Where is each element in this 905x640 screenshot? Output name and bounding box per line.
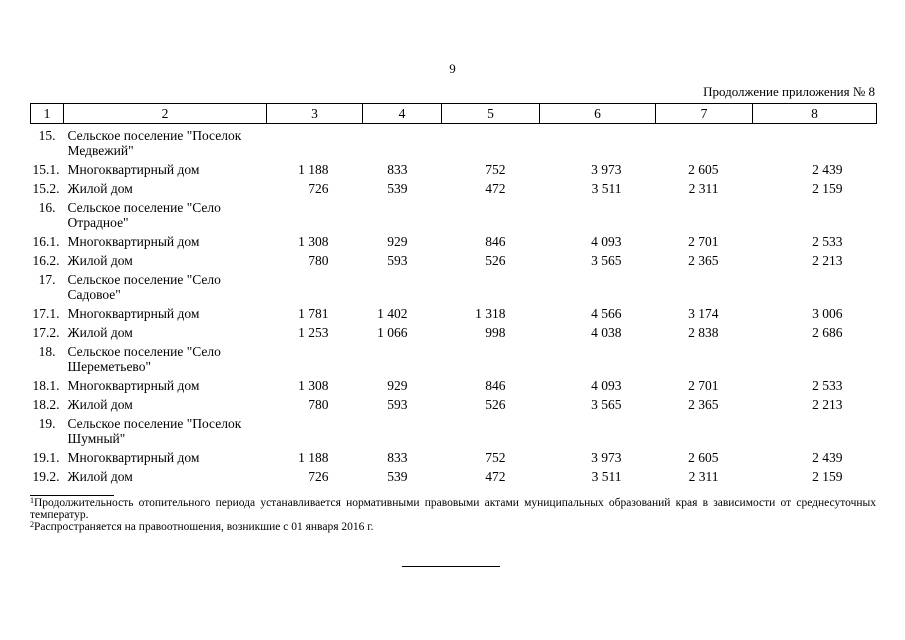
row-number: 16.1. — [32, 234, 60, 249]
value-cell: 1 188 — [298, 450, 329, 465]
value-cell — [540, 198, 656, 232]
column-header: 7 — [656, 104, 753, 124]
value-cell: 1 308 — [298, 234, 329, 249]
value-cell: 3 511 — [591, 181, 622, 196]
value-cell: 2 311 — [688, 181, 719, 196]
building-type: Жилой дом — [67, 253, 133, 268]
footnote-text: Продолжительность отопительного периода устанавливается нормативными правовыми актами муниципальных образований края в зависимости от среднесуточных температур. — [30, 497, 876, 521]
table-row — [31, 448, 877, 467]
value-cell: 4 093 — [591, 234, 622, 249]
settlement-name: Сельское поселение "Поселок Шумный" — [67, 416, 242, 446]
value-cell: 472 — [485, 469, 506, 484]
section-row — [31, 124, 877, 161]
value-cell: 4 038 — [591, 325, 622, 340]
value-cell — [267, 124, 363, 161]
settlement-name: Сельское поселение "Поселок Медвежий" — [67, 128, 242, 158]
table-row — [31, 376, 877, 395]
value-cell: 4 093 — [591, 378, 622, 393]
value-cell: 2 213 — [812, 397, 843, 412]
value-cell: 1 188 — [298, 162, 329, 177]
table-row — [31, 251, 877, 270]
table-row — [31, 323, 877, 342]
settlement-name: Сельское поселение "Село Шереметьево" — [67, 344, 221, 374]
value-cell — [442, 270, 540, 304]
building-type: Жилой дом — [67, 469, 133, 484]
value-cell: 2 686 — [812, 325, 843, 340]
value-cell: 2 213 — [812, 253, 843, 268]
row-number: 15. — [38, 128, 56, 143]
value-cell: 2 605 — [688, 450, 719, 465]
building-type: Многоквартирный дом — [67, 162, 200, 177]
value-cell: 2 533 — [812, 234, 843, 249]
value-cell — [442, 414, 540, 448]
row-number: 15.2. — [32, 181, 60, 196]
value-cell: 929 — [387, 234, 408, 249]
table-row — [31, 395, 877, 414]
building-type: Многоквартирный дом — [67, 306, 200, 321]
value-cell — [753, 414, 877, 448]
value-cell — [442, 124, 540, 161]
value-cell: 2 159 — [812, 181, 843, 196]
row-number: 18.1. — [32, 378, 60, 393]
value-cell: 846 — [485, 234, 506, 249]
column-header: 6 — [540, 104, 656, 124]
table-row — [31, 232, 877, 251]
value-cell: 2 838 — [688, 325, 719, 340]
row-number: 16. — [38, 200, 56, 215]
column-header: 1 — [31, 104, 64, 124]
value-cell: 1 781 — [298, 306, 329, 321]
value-cell: 4 566 — [591, 306, 622, 321]
value-cell — [442, 342, 540, 376]
table-row — [31, 304, 877, 323]
value-cell — [267, 342, 363, 376]
value-cell: 593 — [387, 253, 408, 268]
value-cell: 3 565 — [591, 397, 622, 412]
value-cell — [363, 342, 442, 376]
value-cell: 539 — [387, 181, 408, 196]
footnotes — [30, 497, 876, 533]
table-row — [31, 179, 877, 198]
value-cell: 3 565 — [591, 253, 622, 268]
value-cell: 780 — [308, 253, 329, 268]
value-cell — [656, 414, 753, 448]
value-cell — [442, 198, 540, 232]
end-of-document-line — [402, 566, 500, 567]
value-cell — [363, 414, 442, 448]
value-cell: 2 701 — [688, 234, 719, 249]
column-header: 3 — [267, 104, 363, 124]
column-header: 8 — [753, 104, 877, 124]
settlement-name: Сельское поселение "Село Отрадное" — [67, 200, 221, 230]
row-number: 17.1. — [32, 306, 60, 321]
tariff-table — [30, 103, 877, 486]
footnote-2 — [30, 521, 876, 533]
building-type: Многоквартирный дом — [67, 378, 200, 393]
value-cell — [540, 342, 656, 376]
value-cell: 472 — [485, 181, 506, 196]
value-cell: 539 — [387, 469, 408, 484]
value-cell: 1 318 — [475, 306, 506, 321]
value-cell: 1 402 — [377, 306, 408, 321]
value-cell — [363, 270, 442, 304]
value-cell: 1 066 — [377, 325, 408, 340]
row-number: 15.1. — [32, 162, 60, 177]
value-cell: 3 973 — [591, 162, 622, 177]
row-number: 19.1. — [32, 450, 60, 465]
column-header: 2 — [64, 104, 267, 124]
value-cell: 3 174 — [688, 306, 719, 321]
value-cell: 726 — [308, 181, 329, 196]
row-number: 16.2. — [32, 253, 60, 268]
table-row — [31, 467, 877, 486]
row-number: 17.2. — [32, 325, 60, 340]
appendix-continuation-label: Продолжение приложения № 8 — [703, 84, 875, 99]
value-cell: 526 — [485, 253, 506, 268]
footnote-1 — [30, 497, 876, 521]
value-cell: 752 — [485, 162, 506, 177]
value-cell — [656, 198, 753, 232]
value-cell — [267, 414, 363, 448]
value-cell: 846 — [485, 378, 506, 393]
row-number: 19.2. — [32, 469, 60, 484]
value-cell: 998 — [485, 325, 506, 340]
value-cell: 2 439 — [812, 162, 843, 177]
footnote-text: Распространяется на правоотношения, возникшие с 01 января 2016 г. — [34, 521, 374, 533]
building-type: Жилой дом — [67, 325, 133, 340]
section-row — [31, 342, 877, 376]
value-cell: 2 533 — [812, 378, 843, 393]
value-cell: 726 — [308, 469, 329, 484]
value-cell: 2 365 — [688, 253, 719, 268]
value-cell — [656, 270, 753, 304]
value-cell: 752 — [485, 450, 506, 465]
value-cell: 2 701 — [688, 378, 719, 393]
value-cell: 2 311 — [688, 469, 719, 484]
row-number: 19. — [38, 416, 56, 431]
value-cell: 2 439 — [812, 450, 843, 465]
value-cell — [363, 198, 442, 232]
value-cell — [753, 198, 877, 232]
building-type: Многоквартирный дом — [67, 450, 200, 465]
value-cell — [753, 270, 877, 304]
value-cell — [540, 414, 656, 448]
value-cell: 526 — [485, 397, 506, 412]
column-header: 5 — [442, 104, 540, 124]
value-cell: 833 — [387, 450, 408, 465]
value-cell — [267, 198, 363, 232]
value-cell: 593 — [387, 397, 408, 412]
value-cell — [363, 124, 442, 161]
building-type: Жилой дом — [67, 397, 133, 412]
row-number: 18. — [38, 344, 56, 359]
table-body — [31, 124, 877, 487]
building-type: Многоквартирный дом — [67, 234, 200, 249]
footnote-separator — [30, 495, 114, 496]
value-cell — [267, 270, 363, 304]
value-cell: 2 605 — [688, 162, 719, 177]
section-row — [31, 414, 877, 448]
value-cell — [753, 342, 877, 376]
value-cell: 1 253 — [298, 325, 329, 340]
footnote-mark: 2 — [30, 520, 34, 529]
value-cell — [753, 124, 877, 161]
row-number: 17. — [38, 272, 56, 287]
building-type: Жилой дом — [67, 181, 133, 196]
table-row — [31, 160, 877, 179]
table-header-row — [31, 104, 877, 124]
value-cell — [656, 342, 753, 376]
footnote-mark: 1 — [30, 496, 34, 505]
row-number: 18.2. — [32, 397, 60, 412]
value-cell — [540, 270, 656, 304]
value-cell: 2 159 — [812, 469, 843, 484]
section-row — [31, 270, 877, 304]
value-cell — [656, 124, 753, 161]
value-cell: 780 — [308, 397, 329, 412]
page-number: 9 — [449, 61, 456, 76]
value-cell — [540, 124, 656, 161]
settlement-name: Сельское поселение "Село Садовое" — [67, 272, 221, 302]
column-header: 4 — [363, 104, 442, 124]
value-cell: 1 308 — [298, 378, 329, 393]
value-cell: 3 006 — [812, 306, 843, 321]
value-cell: 929 — [387, 378, 408, 393]
section-row — [31, 198, 877, 232]
value-cell: 3 511 — [591, 469, 622, 484]
value-cell: 2 365 — [688, 397, 719, 412]
value-cell: 3 973 — [591, 450, 622, 465]
value-cell: 833 — [387, 162, 408, 177]
